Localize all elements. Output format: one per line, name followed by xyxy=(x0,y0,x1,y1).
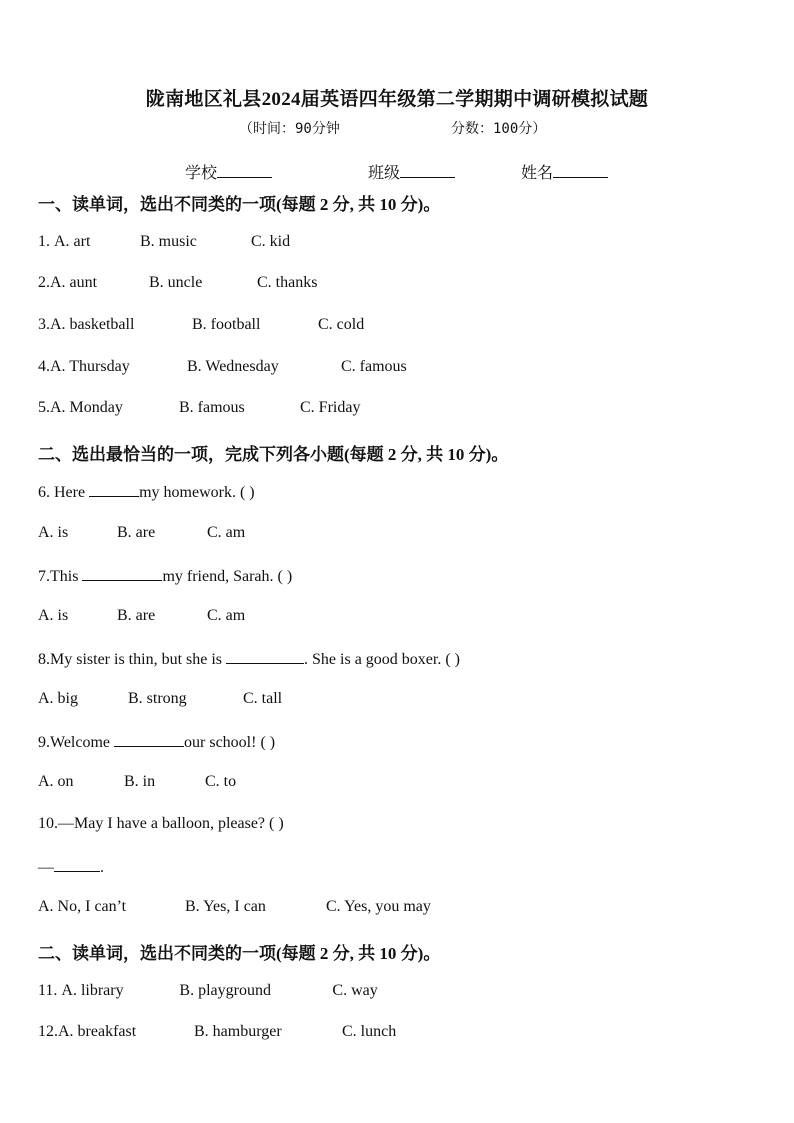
q5-option-c: C. Friday xyxy=(300,399,361,416)
q7-blank xyxy=(82,566,162,581)
q9-option-a: A. on xyxy=(38,773,74,790)
class-blank xyxy=(400,163,455,178)
q9-option-c: C. to xyxy=(205,773,237,790)
section-1-heading: 一、读单词，选出不同类的一项(每题 2 分, 共 10 分)。 xyxy=(38,195,441,214)
q2-option-a: A. aunt xyxy=(50,274,98,291)
section-3-heading: 二、读单词，选出不同类的一项(每题 2 分, 共 10 分)。 xyxy=(38,944,441,963)
q12-number: 12. xyxy=(38,1023,58,1040)
q1-option-a: A. art xyxy=(54,233,91,250)
class-label: 班级 xyxy=(368,165,401,182)
q11-option-c: C. way xyxy=(332,982,378,999)
q7-stem-end: my friend, Sarah. ( ) xyxy=(162,568,293,585)
q8-stem-start: 8.My sister is thin, but she is xyxy=(38,651,227,668)
q1-number: 1. xyxy=(38,233,54,250)
question-2 xyxy=(38,274,317,292)
q4-number: 4. xyxy=(38,358,50,375)
name-blank xyxy=(553,163,608,178)
question-9 xyxy=(38,732,275,752)
q10-option-a: A. No, I can’t xyxy=(38,898,127,915)
q12-option-a: A. breakfast xyxy=(58,1023,137,1040)
q9-stem-start: 9.Welcome xyxy=(38,734,115,751)
q9-option-b: B. in xyxy=(124,773,156,790)
question-7 xyxy=(38,566,292,586)
q6-blank xyxy=(89,482,139,497)
question-9-options xyxy=(38,773,236,791)
q10-blank xyxy=(54,857,100,872)
question-12 xyxy=(38,1023,396,1041)
question-6 xyxy=(38,482,255,502)
q4-option-c: C. famous xyxy=(341,358,407,375)
q8-blank xyxy=(226,649,304,664)
q5-option-a: A. Monday xyxy=(50,399,123,416)
q7-option-a: A. is xyxy=(38,607,69,624)
question-1 xyxy=(38,233,290,251)
question-3 xyxy=(38,316,364,334)
q9-blank xyxy=(114,732,184,747)
q5-number: 5. xyxy=(38,399,50,416)
q10-option-b: B. Yes, I can xyxy=(185,898,266,915)
school-blank xyxy=(217,163,272,178)
q6-option-b: B. are xyxy=(117,524,156,541)
q5-option-b: B. famous xyxy=(179,399,245,416)
question-10-answer-line xyxy=(38,857,104,877)
question-8 xyxy=(38,649,460,669)
q3-number: 3. xyxy=(38,316,50,333)
q6-option-c: C. am xyxy=(207,524,246,541)
class-field xyxy=(368,160,455,183)
q2-option-c: C. thanks xyxy=(257,274,318,291)
q6-stem-start: 6. Here xyxy=(38,484,90,501)
q12-option-c: C. lunch xyxy=(342,1023,397,1040)
exam-score: 分数：100分） xyxy=(451,121,547,137)
q7-stem-start: 7.This xyxy=(38,568,83,585)
question-6-options xyxy=(38,524,245,542)
school-field xyxy=(185,160,272,183)
q11-option-b: B. playground xyxy=(179,982,271,999)
q10-option-c: C. Yes, you may xyxy=(326,898,431,915)
q6-stem-end: my homework. ( ) xyxy=(139,484,255,501)
question-7-options xyxy=(38,607,245,625)
q7-option-b: B. are xyxy=(117,607,156,624)
q3-option-c: C. cold xyxy=(318,316,365,333)
q1-option-b: B. music xyxy=(140,233,197,250)
q2-option-b: B. uncle xyxy=(149,274,203,291)
question-11 xyxy=(38,982,378,1000)
page-title: 陇南地区礼县2024届英语四年级第二学期期中调研模拟试题 xyxy=(145,89,649,110)
question-10-options xyxy=(38,898,431,916)
exam-time: （时间：90分钟 xyxy=(239,121,340,137)
q4-option-b: B. Wednesday xyxy=(187,358,279,375)
q8-stem-end: . She is a good boxer. ( ) xyxy=(304,651,460,668)
q9-stem-end: our school! ( ) xyxy=(184,734,276,751)
q7-option-c: C. am xyxy=(207,607,246,624)
q12-option-b: B. hamburger xyxy=(194,1023,282,1040)
section-2-heading: 二、选出最恰当的一项，完成下列各小题(每题 2 分, 共 10 分)。 xyxy=(38,445,509,464)
q4-option-a: A. Thursday xyxy=(50,358,130,375)
q3-option-a: A. basketball xyxy=(50,316,135,333)
q11-option-a: A. library xyxy=(61,982,124,999)
question-4 xyxy=(38,358,407,376)
q1-option-c: C. kid xyxy=(251,233,291,250)
question-10: 10.—May I have a balloon, please? ( ) xyxy=(38,815,284,832)
name-field xyxy=(521,160,608,183)
name-label: 姓名 xyxy=(521,165,554,182)
q10-dash: — xyxy=(38,859,54,876)
q8-option-b: B. strong xyxy=(128,690,187,707)
q8-option-a: A. big xyxy=(38,690,78,707)
q2-number: 2. xyxy=(38,274,50,291)
question-5 xyxy=(38,399,360,417)
q11-number: 11. xyxy=(38,982,62,999)
school-label: 学校 xyxy=(185,165,218,182)
q8-option-c: C. tall xyxy=(243,690,283,707)
question-8-options xyxy=(38,690,282,708)
q6-option-a: A. is xyxy=(38,524,69,541)
q10-period: . xyxy=(100,859,104,876)
q3-option-b: B. football xyxy=(192,316,261,333)
